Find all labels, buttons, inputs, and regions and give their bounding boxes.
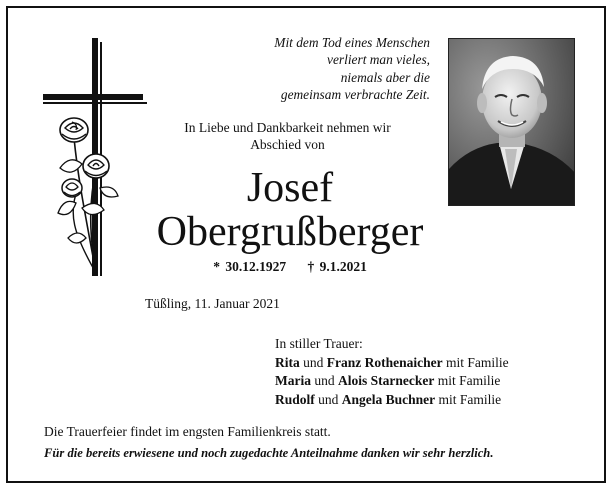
memorial-quote [225, 34, 430, 103]
mourner-family: mit Familie [434, 373, 501, 388]
birth-date: * 30.12.1927 [213, 259, 287, 274]
deceased-last-name: Obergrußberger [156, 209, 424, 255]
mourner-family: mit Familie [435, 391, 502, 407]
mourner-and: und [299, 354, 327, 370]
portrait-photo [448, 38, 575, 206]
mourner-first: Maria [275, 373, 311, 388]
mourner-row [275, 372, 509, 391]
mourner-row [275, 391, 509, 410]
mourners-list [275, 335, 509, 409]
intro-line-2: Abschied von [250, 137, 325, 152]
mourner-second: Alois Starnecker [338, 373, 435, 388]
mourner-first: Rudolf [275, 391, 315, 407]
thanks-line: Für die bereits erwiesene und noch zugedachte Anteilnahme danken wir sehr herzlich. [44, 446, 494, 460]
intro-line-1: In Liebe und Dankbarkeit nehmen wir [184, 120, 391, 135]
quote-line-1: Mit dem Tod eines Menschen [274, 35, 430, 50]
mourner-second: Angela Buchner [341, 391, 436, 407]
funeral-notice: Die Trauerfeier findet im engsten Familienkreis statt. [44, 424, 331, 439]
death-date: † 9.1.2021 [307, 259, 367, 274]
mourner-and: und [314, 391, 342, 407]
life-dates [150, 259, 430, 275]
quote-line-4: gemeinsam verbrachte Zeit. [280, 86, 430, 102]
mourner-first: Rita [275, 354, 300, 370]
farewell-intro [155, 119, 420, 153]
mourner-row [275, 354, 509, 373]
mourner-family: mit Familie [442, 354, 509, 370]
quote-line-2: verliert man vieles, [327, 52, 430, 68]
mourner-second: Franz Rothenaicher [326, 354, 443, 370]
mourner-and: und [311, 373, 338, 388]
mourners-heading: In stiller Trauer: [275, 336, 363, 351]
deceased-first-name: Josef [246, 165, 334, 211]
quote-line-3: niemals aber die [340, 69, 430, 85]
place-and-date: Tüßling, 11. Januar 2021 [145, 296, 280, 311]
